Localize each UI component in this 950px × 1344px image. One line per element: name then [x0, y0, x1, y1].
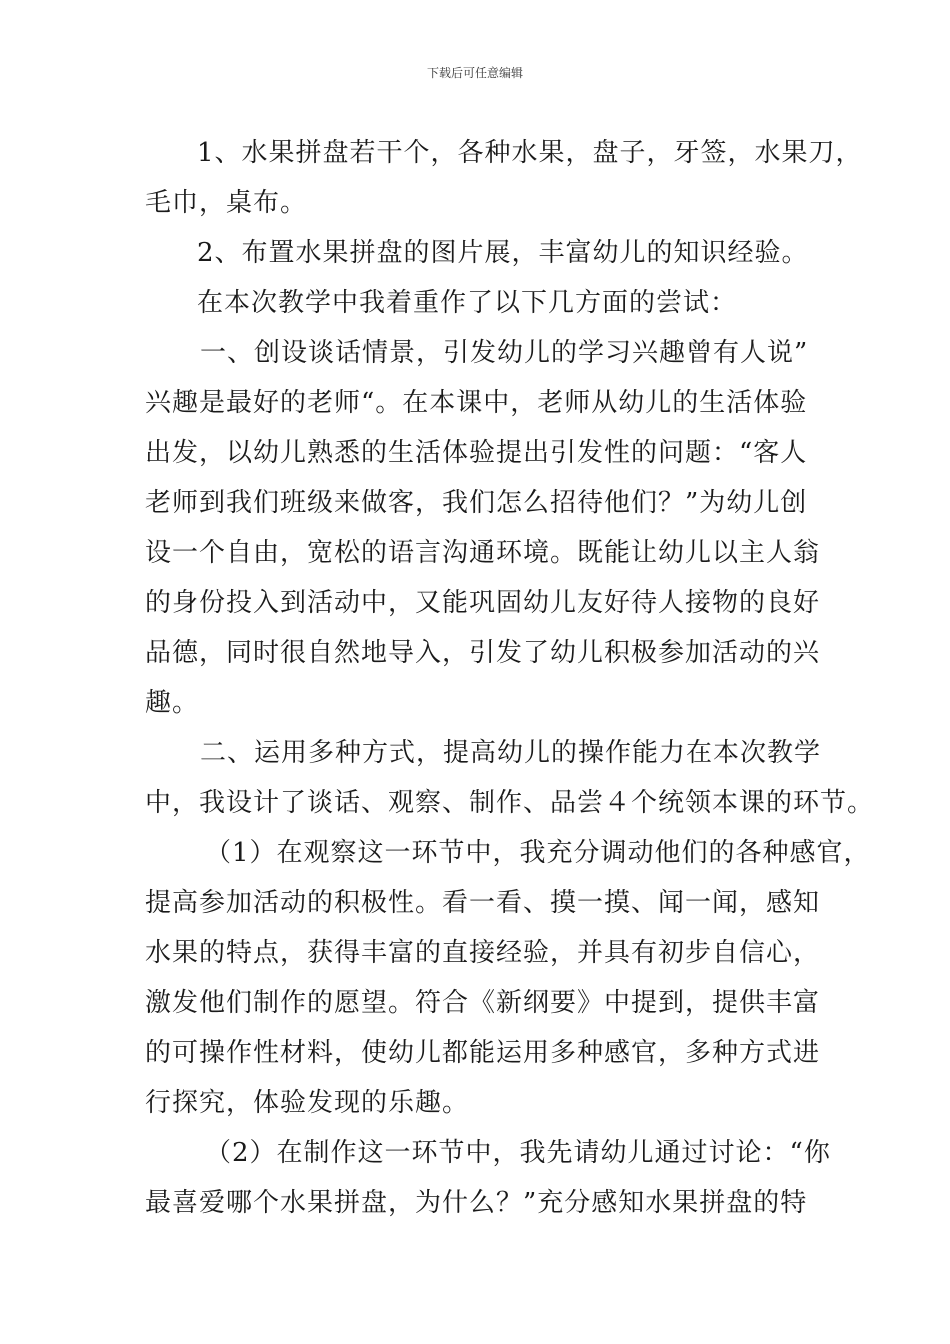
paragraph-line: 设一个自由，宽松的语言沟通环境。既能让幼儿以主人翁 — [145, 538, 821, 568]
page-header: 下载后可任意编辑 — [426, 66, 523, 80]
paragraph-line: 品德，同时很自然地导入，引发了幼儿积极参加活动的兴 — [145, 638, 821, 668]
paragraph-line: 中，我设计了谈话、观察、制作、品尝４个统领本课的环节。 — [145, 788, 875, 818]
paragraph-line: 最喜爱哪个水果拼盘，为什么？”充分感知水果拼盘的特 — [145, 1188, 808, 1218]
paragraph-line: （2）在制作这一环节中，我先请幼儿通过讨论：“你 — [205, 1138, 831, 1168]
paragraph-line: 二、运用多种方式，提高幼儿的操作能力在本次教学 — [200, 738, 822, 768]
paragraph-line: （1）在观察这一环节中，我充分调动他们的各种感官， — [205, 838, 871, 868]
paragraph-line: 激发他们制作的愿望。符合《新纲要》中提到，提供丰富 — [145, 988, 821, 1018]
document-body — [145, 128, 875, 1228]
paragraph-line: 出发，以幼儿熟悉的生活体验提出引发性的问题：“客人 — [145, 438, 808, 468]
paragraph-line: 毛巾，桌布。 — [145, 188, 308, 218]
paragraph-line: 行探究，体验发现的乐趣。 — [145, 1088, 470, 1118]
paragraph-line: 老师到我们班级来做客，我们怎么招待他们？”为幼儿创 — [145, 488, 808, 518]
paragraph-line: 2、布置水果拼盘的图片展，丰富幼儿的知识经验。 — [197, 238, 809, 268]
paragraph-line: 在本次教学中我着重作了以下几方面的尝试： — [197, 288, 738, 318]
paragraph-line: 兴趣是最好的老师“。在本课中，老师从幼儿的生活体验 — [145, 388, 808, 418]
paragraph-line: 水果的特点，获得丰富的直接经验，并具有初步自信心， — [145, 938, 821, 968]
paragraph-line: 一、创设谈话情景，引发幼儿的学习兴趣曾有人说” — [200, 338, 809, 368]
paragraph-line: 1、水果拼盘若干个，各种水果，盘子，牙签，水果刀， — [197, 138, 863, 168]
paragraph-line: 趣。 — [145, 688, 200, 718]
paragraph-line: 的可操作性材料，使幼儿都能运用多种感官，多种方式进 — [145, 1038, 821, 1068]
paragraph-line: 提高参加活动的积极性。看一看、摸一摸、闻一闻，感知 — [145, 888, 821, 918]
paragraph-line: 的身份投入到活动中，又能巩固幼儿友好待人接物的良好 — [145, 588, 821, 618]
